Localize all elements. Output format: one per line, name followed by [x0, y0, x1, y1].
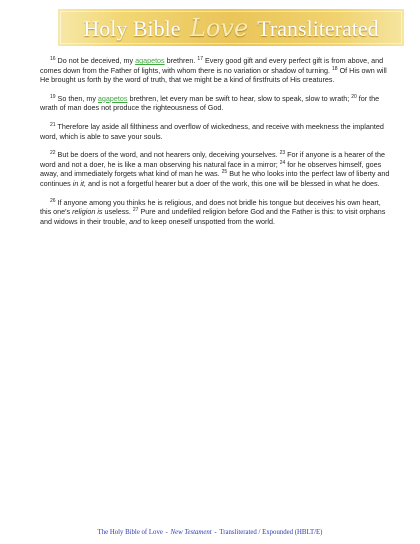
verse-text-italic: religion: [72, 207, 96, 217]
verse-text: For if anyone is a hearer of the word and not a doer, he is like a man observing his natural face in a mirror;: [40, 150, 386, 169]
verse-number: 20: [351, 93, 357, 100]
verse-text: useless.: [102, 207, 133, 217]
paragraph: [40, 56, 390, 85]
verse-text: Every good gift and every perfect gift is from above, and comes down from the Father of lights, with whom there is no variation or shadow of turning.: [40, 56, 384, 75]
paragraph: [40, 94, 390, 113]
verse-number: 26: [50, 197, 56, 204]
agapetos-link[interactable]: agapetos: [135, 56, 165, 65]
footer-separator: -: [212, 529, 219, 536]
footer-edition: Transliterated / Expounded (HBLT/E): [219, 529, 323, 536]
verse-text: brethren.: [164, 56, 198, 65]
verse-number: 22: [50, 150, 56, 157]
verse-number: 23: [279, 150, 286, 157]
verse-number: 21: [50, 121, 56, 128]
verse-text-italic: and: [129, 216, 142, 226]
verse-text-italic: in it,: [72, 178, 86, 188]
verse-number: 17: [197, 56, 203, 62]
paragraph: [40, 150, 390, 188]
footer-testament: New Testament: [170, 529, 212, 536]
verse-text: for the wrath of man does not produce the righteousness of God.: [40, 93, 380, 113]
verse-number: 19: [50, 93, 56, 100]
banner-title: [58, 14, 404, 42]
verse-number: 18: [332, 65, 338, 72]
verse-text: Therefore lay aside all filthiness and overflow of wickedness, and receive with meekness the implanted word, which is able to save your souls.: [40, 121, 384, 141]
agapetos-link[interactable]: agapetos: [97, 93, 128, 103]
verse-number: 24: [279, 159, 286, 166]
banner-title-script: Love: [190, 14, 249, 42]
paragraph: [40, 122, 390, 141]
verse-number: 25: [221, 169, 228, 176]
page-footer: [0, 529, 420, 536]
banner-title-right: Transliterated: [257, 16, 379, 41]
verse-number: 27: [132, 207, 139, 214]
verse-text: Pure and undefiled religion before God and the Father is this: to visit orphans and widows in their trouble,: [40, 207, 386, 226]
verse-number: 16: [50, 56, 56, 62]
verse-text: If anyone among you thinks he is religious, and does not bridle his tongue but deceives his own heart, this one's: [40, 197, 381, 217]
verse-text: But he who looks into the perfect law of liberty and continues: [40, 169, 390, 188]
verse-text: brethren, let every man be swift to hear, slow to speak, slow to wrath;: [127, 93, 352, 103]
footer-separator: -: [163, 529, 170, 536]
verse-text: So then, my: [55, 93, 98, 103]
verse-text: Do not be deceived, my: [55, 56, 136, 65]
verse-text: Of His own will He brought us forth by the word of truth, that we might be a kind of firstfruits of His creatures.: [40, 65, 387, 85]
verse-text: for he observes himself, goes away, and immediately forgets what kind of man he was.: [40, 159, 382, 179]
banner-title-left: Holy Bible: [83, 16, 181, 41]
scripture-text: [40, 56, 390, 235]
verse-text: to keep oneself unspotted from the world.: [141, 216, 275, 226]
verse-text-italic: is: [97, 207, 103, 217]
paragraph: [40, 198, 390, 227]
footer-title: The Holy Bible of Love: [97, 529, 163, 536]
verse-text: But be doers of the word, and not hearers only, deceiving yourselves.: [55, 150, 280, 160]
verse-text: and is not a forgetful hearer but a doer of the work, this one will be blessed in what he does.: [85, 178, 380, 188]
site-banner: [58, 9, 404, 46]
